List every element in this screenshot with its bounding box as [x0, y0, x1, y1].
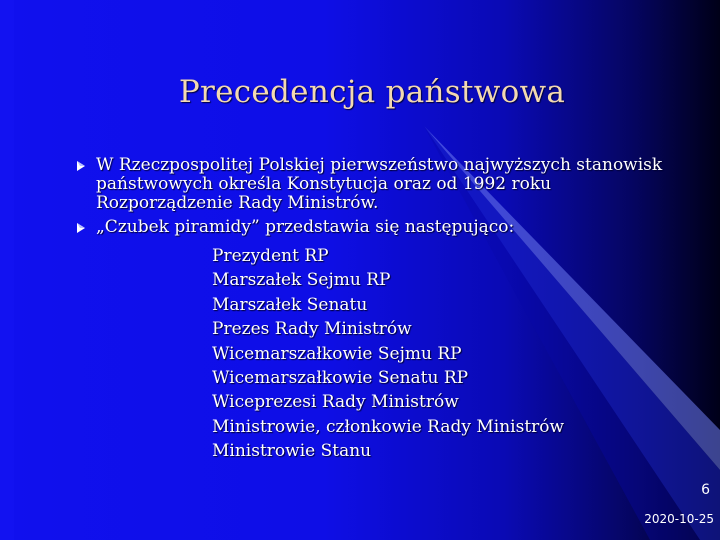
precedence-item: Wicemarszałkowie Sejmu RP	[212, 343, 462, 364]
precedence-item: Ministrowie Stanu	[212, 441, 372, 462]
precedence-list	[212, 244, 564, 464]
bullet-item	[80, 156, 690, 213]
bullet-text: „Czubek piramidy” przedstawia się następująco:	[96, 217, 515, 237]
precedence-item: Wicemarszałkowie Senatu RP	[212, 368, 469, 389]
precedence-item: Prezydent RP	[212, 246, 329, 266]
slide-title: Precedencja państwowa	[178, 74, 566, 110]
bullet-list	[80, 156, 690, 242]
precedence-item: Marszałek Senatu	[212, 294, 368, 315]
precedence-item: Prezes Rady Ministrów	[212, 319, 412, 340]
page-number: 6	[701, 482, 710, 498]
arrow-bullet-icon	[75, 160, 87, 172]
precedence-item: Ministrowie, członkowie Rady Ministrów	[212, 416, 565, 437]
precedence-item: Wiceprezesi Rady Ministrów	[212, 392, 459, 413]
bullet-text: W Rzeczpospolitej Polskiej pierwszeństwo najwyższych stanowisk państwowych określa Konstytucja oraz od 1992 roku Rozporządzenie Rady Ministrów.	[96, 155, 663, 213]
precedence-item: Marszałek Sejmu RP	[212, 270, 391, 291]
date-footer: 2020-10-25	[644, 512, 714, 526]
arrow-bullet-icon	[75, 222, 87, 234]
bullet-item	[80, 218, 690, 237]
